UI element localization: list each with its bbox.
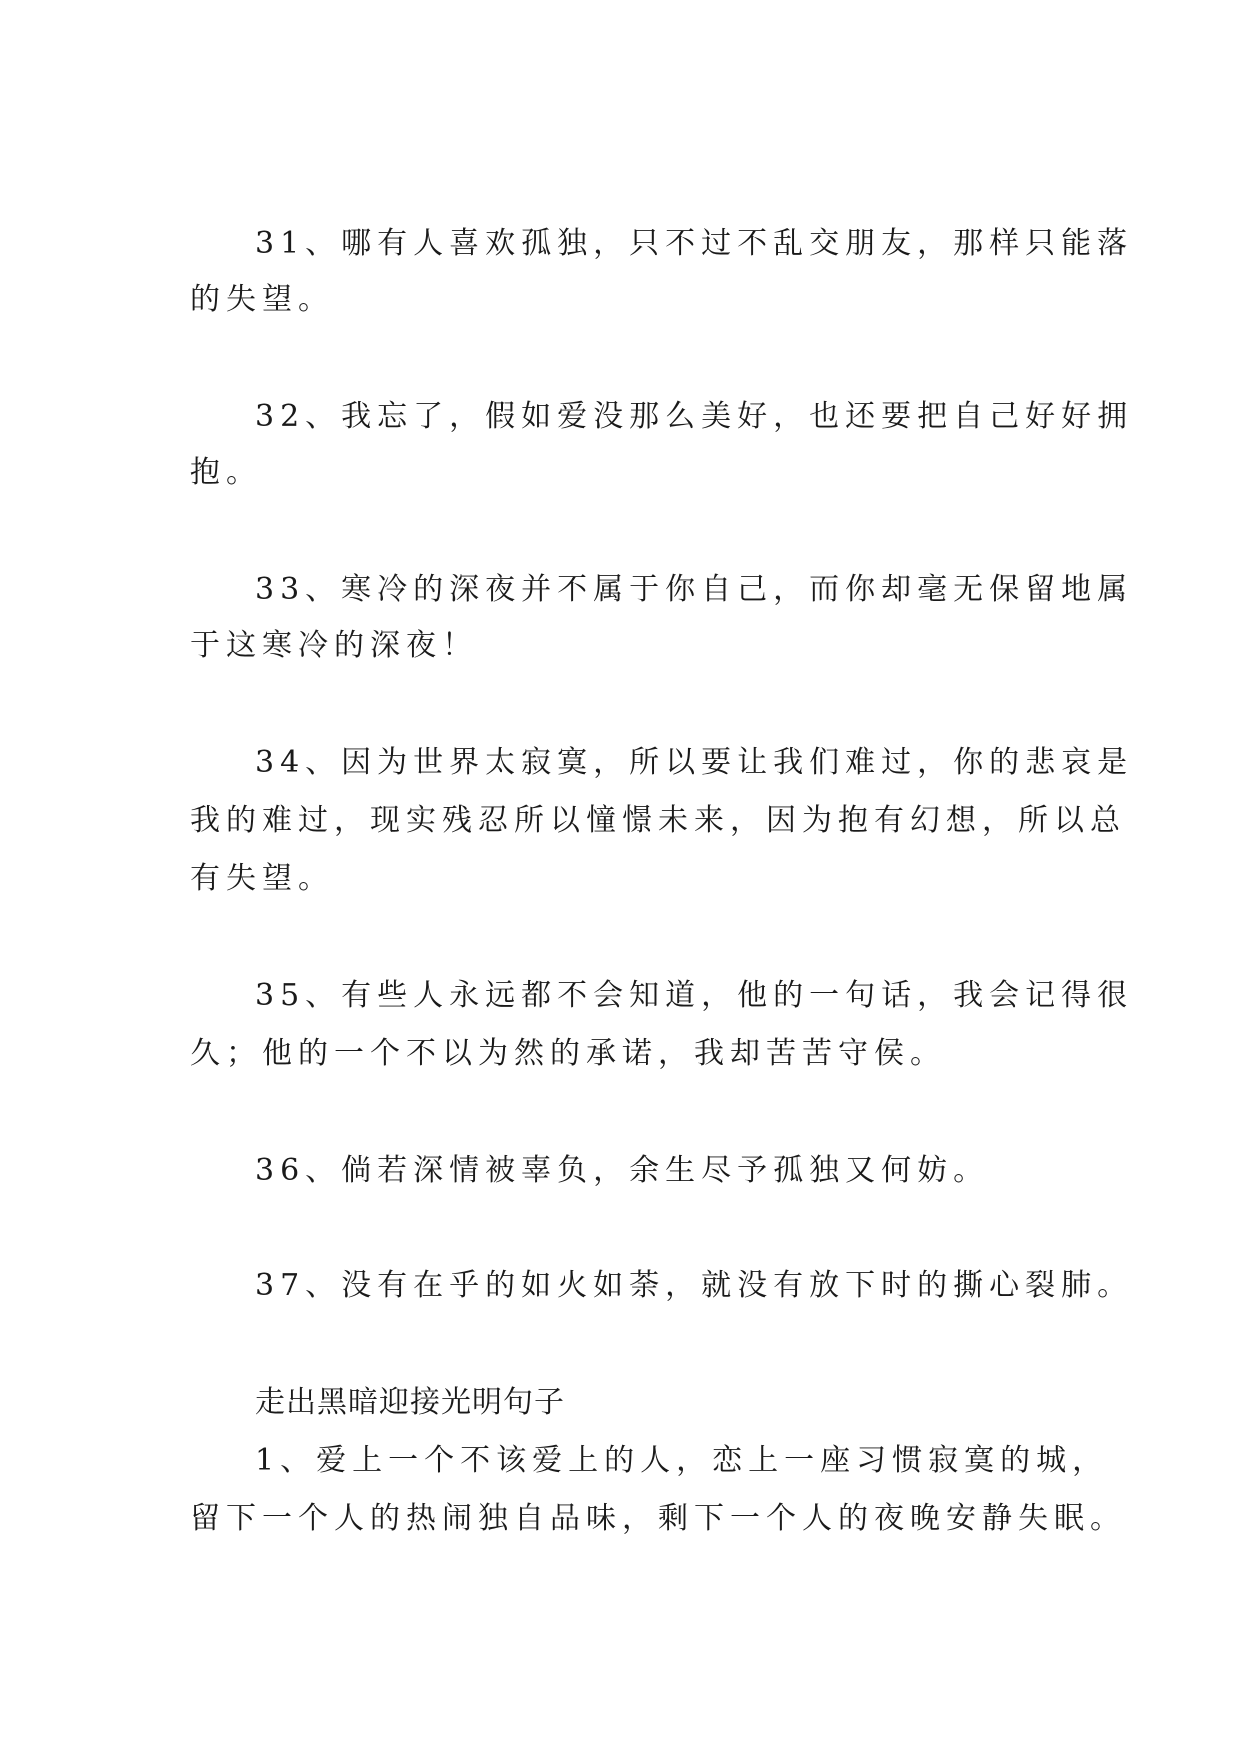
section-heading: 走出黑暗迎接光明句子 [255,1385,565,1420]
paragraph-31-line-2: 的失望。 [190,282,334,317]
paragraph-32-line-1: 32、我忘了，假如爱没那么美好，也还要把自己好好拥 [255,399,1134,434]
paragraph-33-line-2: 于这寒冷的深夜！ [190,628,478,663]
paragraph-33-line-1: 33、寒冷的深夜并不属于你自己，而你却毫无保留地属 [255,572,1134,607]
paragraph-36-line-1: 36、倘若深情被辜负，余生尽予孤独又何妨。 [255,1153,990,1188]
paragraph-31-line-1: 31、哪有人喜欢孤独，只不过不乱交朋友，那样只能落 [255,226,1134,261]
section-paragraph-1-line-1: 1、爱上一个不该爱上的人，恋上一座习惯寂寞的城， [255,1443,1109,1478]
paragraph-34-line-3: 有失望。 [190,861,334,896]
paragraph-35-line-1: 35、有些人永远都不会知道，他的一句话，我会记得很 [255,978,1134,1013]
paragraph-34-line-1: 34、因为世界太寂寞，所以要让我们难过，你的悲哀是 [255,745,1134,780]
paragraph-32-line-2: 抱。 [190,455,262,490]
section-paragraph-1-line-2: 留下一个人的热闹独自品味，剩下一个人的夜晚安静失眠。 [190,1501,1126,1536]
paragraph-35-line-2: 久；他的一个不以为然的承诺，我却苦苦守侯。 [190,1036,946,1071]
paragraph-34-line-2: 我的难过，现实残忍所以憧憬未来，因为抱有幻想，所以总 [190,803,1126,838]
paragraph-37-line-1: 37、没有在乎的如火如荼，就没有放下时的撕心裂肺。 [255,1268,1134,1303]
